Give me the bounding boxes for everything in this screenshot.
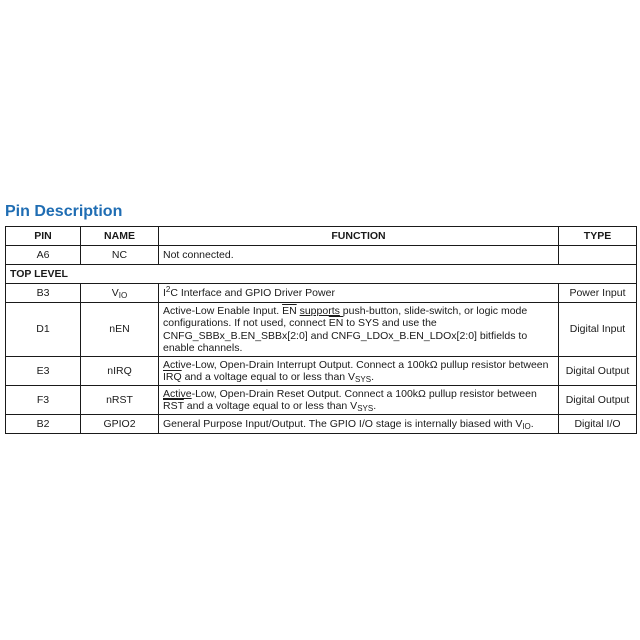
function-cell	[159, 386, 559, 415]
function-cell	[159, 357, 559, 386]
name-subscript: IO	[118, 290, 128, 300]
type-cell: Digital Output	[559, 357, 637, 386]
name-cell: nRST	[81, 386, 159, 415]
en-overbar: $\overline{EN}$	[282, 304, 297, 317]
name-cell: nIRQ	[81, 357, 159, 386]
header-pin: PIN	[6, 227, 81, 246]
function-text: Active-Low, Open-Drain Interrupt Output. Connect a 100kΩ pullup resistor between	[163, 358, 549, 371]
pin-cell: F3	[6, 386, 81, 415]
en-overbar: $\overline{EN}$	[328, 317, 344, 330]
name-cell: GPIO2	[81, 415, 159, 434]
section-label: TOP LEVEL	[6, 265, 637, 284]
type-cell	[559, 246, 637, 265]
pin-cell: B2	[6, 415, 81, 434]
function-text: and a voltage equal to or less than V	[183, 400, 358, 412]
name-text: V	[111, 286, 119, 299]
table-row	[6, 357, 637, 386]
function-cell	[159, 303, 559, 357]
function-subscript: SYS	[357, 404, 374, 413]
function-text: and a voltage equal to or less than V	[181, 371, 356, 383]
function-cell	[159, 284, 559, 303]
function-text: Active-Low Enable Input.	[163, 304, 283, 317]
function-cell: Not connected.	[159, 246, 559, 265]
pin-cell: E3	[6, 357, 81, 386]
function-text: .	[530, 417, 534, 430]
header-function: FUNCTION	[159, 227, 559, 246]
function-text: C Interface and GPIO Driver Power	[170, 286, 335, 299]
pin-cell: D1	[6, 303, 81, 357]
function-cell	[159, 415, 559, 434]
function-superscript: 2	[165, 284, 171, 294]
function-subscript: IO	[522, 421, 531, 431]
rst-overbar: $\overline{RST}$	[163, 400, 184, 412]
type-cell: Digital I/O	[559, 415, 637, 434]
type-cell: Power Input	[559, 284, 637, 303]
table-row	[6, 303, 637, 357]
function-text: to SYS and use the CNFG_SBBx_B.EN_SBBx[2:0] and CNFG_LDOx_B.EN_LDOx[2:0] bitfields to enable channels.	[163, 317, 528, 354]
type-cell: Digital Input	[559, 303, 637, 357]
function-text: -Low, Open-Drain Reset Output. Connect a 100kΩ pullup resistor between	[191, 387, 537, 400]
header-name: NAME	[81, 227, 159, 246]
pin-description-table	[5, 226, 637, 434]
section-row	[6, 265, 637, 284]
irq-overbar: $\overline{IRQ}$	[163, 371, 182, 383]
function-subscript: SYS	[355, 375, 372, 384]
name-cell	[81, 284, 159, 303]
function-text: push-button, slide-switch, or logic mode configurations. If not used, connect	[163, 304, 528, 330]
table-row	[6, 246, 637, 265]
table-row	[6, 386, 637, 415]
table-row	[6, 284, 637, 303]
table-header-row	[6, 227, 637, 246]
supports-underlined: supports	[299, 304, 340, 317]
active-underlined: Active	[163, 387, 192, 400]
header-type: TYPE	[559, 227, 637, 246]
function-text: General Purpose Input/Output. The GPIO I/O stage is internally biased with V	[163, 417, 523, 430]
name-cell: nEN	[81, 303, 159, 357]
pin-cell: A6	[6, 246, 81, 265]
type-cell: Digital Output	[559, 386, 637, 415]
function-text: .	[373, 400, 377, 412]
page-title: Pin Description	[5, 203, 123, 220]
table-row	[6, 415, 637, 434]
pin-cell: B3	[6, 284, 81, 303]
function-text: I	[163, 286, 166, 299]
function-text: .	[371, 371, 374, 383]
name-cell: NC	[81, 246, 159, 265]
